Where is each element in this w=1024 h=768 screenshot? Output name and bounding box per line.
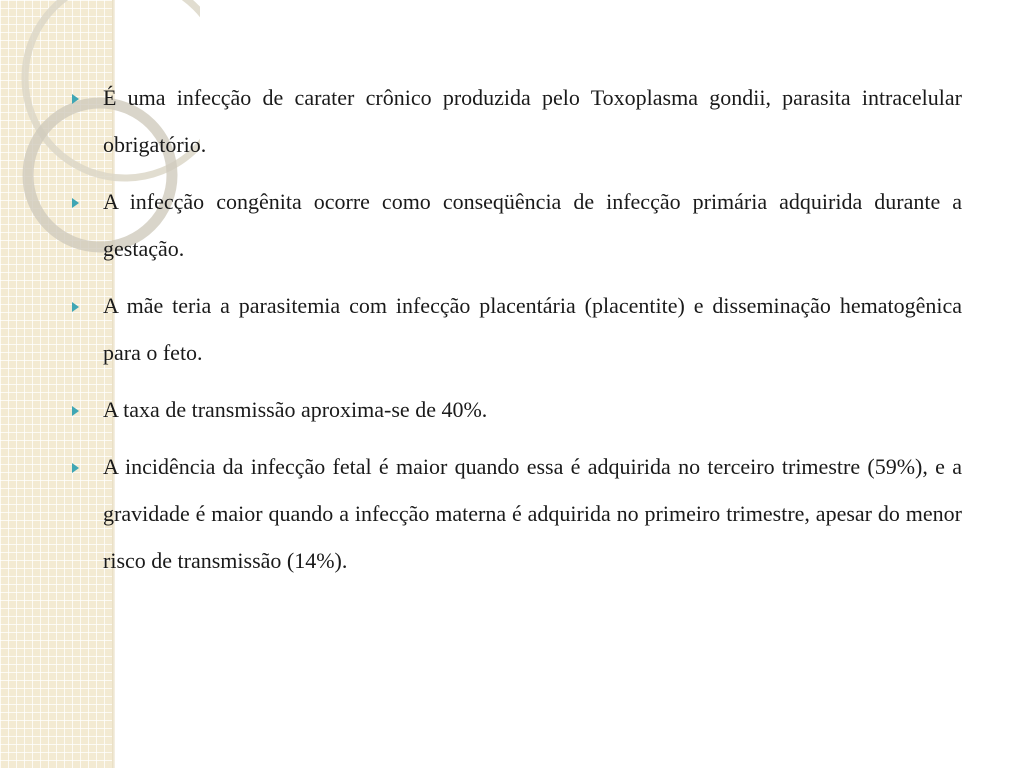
bullet-arrow-icon (72, 94, 79, 104)
bullet-text: É uma infecção de carater crônico produzida pelo Toxoplasma gondii, parasita intracelular obrigatório. (103, 85, 962, 157)
bullet-item (72, 178, 962, 272)
bullet-text: A mãe teria a parasitemia com infecção placentária (placentite) e disseminação hematogênica para o feto. (103, 293, 962, 365)
bullet-item (72, 386, 962, 433)
bullet-text: A incidência da infecção fetal é maior quando essa é adquirida no terceiro trimestre (59%), e a gravidade é maior quando a infecção materna é adquirida no primeiro trimestre, apesar do menor risco de transmissão (14%). (103, 454, 962, 573)
bullet-arrow-icon (72, 302, 79, 312)
bullet-text: A infecção congênita ocorre como conseqüência de infecção primária adquirida durante a gestação. (103, 189, 962, 261)
bullet-arrow-icon (72, 198, 79, 208)
slide-content (72, 74, 962, 594)
bullet-item (72, 282, 962, 376)
bullet-item (72, 443, 962, 584)
bullet-text: A taxa de transmissão aproxima-se de 40%. (103, 397, 488, 422)
bullet-arrow-icon (72, 463, 79, 473)
bullet-item (72, 74, 962, 168)
bullet-arrow-icon (72, 406, 79, 416)
bullet-list (72, 74, 962, 584)
